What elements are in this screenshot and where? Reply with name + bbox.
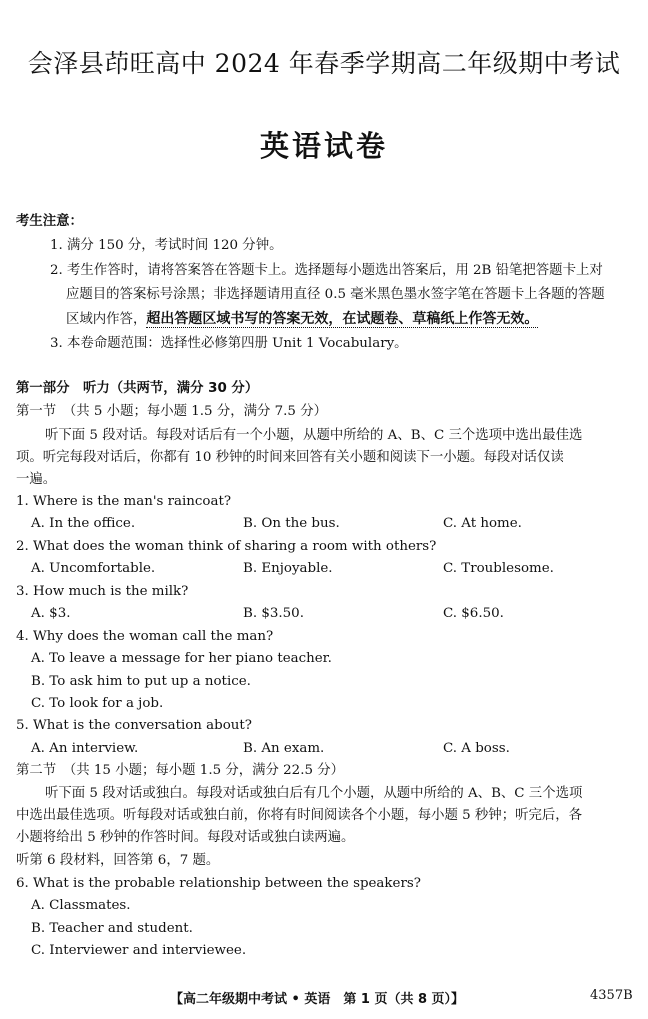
question-5-option-c: C. A boss. bbox=[443, 741, 510, 756]
notice-item-2-line-2: 应题目的答案标号涂黑；非选择题请用直径 0.5 毫米黑色墨水签字笔在答题卡上各题的答题 bbox=[66, 287, 605, 302]
section2-heading: 第二节 （共 15 小题；每小题 1.5 分，满分 22.5 分） bbox=[16, 763, 345, 778]
question-6-option-c: C. Interviewer and interviewee. bbox=[31, 943, 247, 958]
material-6-heading: 听第 6 段材料，回答第 6，7 题。 bbox=[16, 853, 220, 868]
question-4-stem: 4. Why does the woman call the man? bbox=[16, 629, 274, 644]
question-2-stem: 2. What does the woman think of sharing a room with others? bbox=[16, 539, 437, 554]
question-2-option-c: C. Troublesome. bbox=[443, 561, 554, 576]
notice-item-2-emphasis: 超出答题区域书写的答案无效，在试题卷、草稿纸上作答无效。 bbox=[146, 311, 539, 327]
section1-instruction-line-2: 项。听完每段对话后，你都有 10 秒钟的时间来回答有关小题和阅读下一小题。每段对话仅读 bbox=[16, 450, 564, 465]
question-6-option-b: B. Teacher and student. bbox=[31, 921, 193, 936]
question-1-stem: 1. Where is the man's raincoat? bbox=[16, 494, 232, 509]
question-5-option-b: B. An exam. bbox=[243, 741, 325, 756]
question-4-option-b: B. To ask him to put up a notice. bbox=[31, 674, 251, 689]
notice-item-2-line-1: 2. 考生作答时，请将答案答在答题卡上。选择题每小题选出答案后，用 2B 铅笔把答题卡上对 bbox=[50, 263, 603, 278]
question-4-option-c: C. To look for a job. bbox=[31, 696, 164, 711]
notice-item-1: 1. 满分 150 分，考试时间 120 分钟。 bbox=[50, 238, 283, 253]
question-3-option-a: A. $3. bbox=[31, 606, 71, 621]
exam-title: 会泽县茚旺高中 2024 年春季学期高二年级期中考试 bbox=[27, 49, 621, 78]
footer-code: 4357B bbox=[590, 988, 633, 1003]
notice-heading: 考生注意： bbox=[16, 214, 83, 229]
notice-item-3: 3. 本卷命题范围：选择性必修第四册 Unit 1 Vocabulary。 bbox=[50, 336, 408, 351]
question-3-option-c: C. $6.50. bbox=[443, 606, 504, 621]
notice-item-2-line-3 bbox=[66, 310, 538, 329]
question-1-option-c: C. At home. bbox=[443, 516, 522, 531]
question-6-stem: 6. What is the probable relationship between the speakers? bbox=[16, 876, 421, 891]
section2-instruction-line-1: 听下面 5 段对话或独白。每段对话或独白后有几个小题，从题中所给的 A、B、C 三个选项 bbox=[45, 786, 583, 801]
section2-instruction-line-3: 小题将给出 5 秒钟的作答时间。每段对话或独白读两遍。 bbox=[16, 830, 355, 845]
question-5-option-a: A. An interview. bbox=[31, 741, 139, 756]
question-4-option-a: A. To leave a message for her piano teacher. bbox=[31, 651, 332, 666]
footer-page-info: 【高二年级期中考试 • 英语 第 1 页（共 8 页）】 bbox=[170, 992, 465, 1007]
part1-heading: 第一部分 听力（共两节，满分 30 分） bbox=[16, 381, 259, 396]
question-5-stem: 5. What is the conversation about? bbox=[16, 718, 252, 733]
question-2-option-a: A. Uncomfortable. bbox=[31, 561, 156, 576]
question-2-option-b: B. Enjoyable. bbox=[243, 561, 333, 576]
question-3-stem: 3. How much is the milk? bbox=[16, 584, 189, 599]
section1-instruction-line-1: 听下面 5 段对话。每段对话后有一个小题，从题中所给的 A、B、C 三个选项中选出最佳选 bbox=[45, 428, 583, 443]
section1-instruction-line-3: 一遍。 bbox=[16, 472, 57, 487]
section2-instruction-line-2: 中选出最佳选项。听每段对话或独白前，你将有时间阅读各个小题，每小题 5 秒钟；听完后，各 bbox=[16, 808, 583, 823]
question-3-option-b: B. $3.50. bbox=[243, 606, 304, 621]
question-6-option-a: A. Classmates. bbox=[31, 898, 131, 913]
notice-item-2-plain: 区域内作答， bbox=[66, 312, 147, 327]
subject-title: 英语试卷 bbox=[259, 129, 388, 163]
section1-heading: 第一节 （共 5 小题；每小题 1.5 分，满分 7.5 分） bbox=[16, 404, 327, 419]
question-1-option-b: B. On the bus. bbox=[243, 516, 340, 531]
question-1-option-a: A. In the office. bbox=[31, 516, 136, 531]
